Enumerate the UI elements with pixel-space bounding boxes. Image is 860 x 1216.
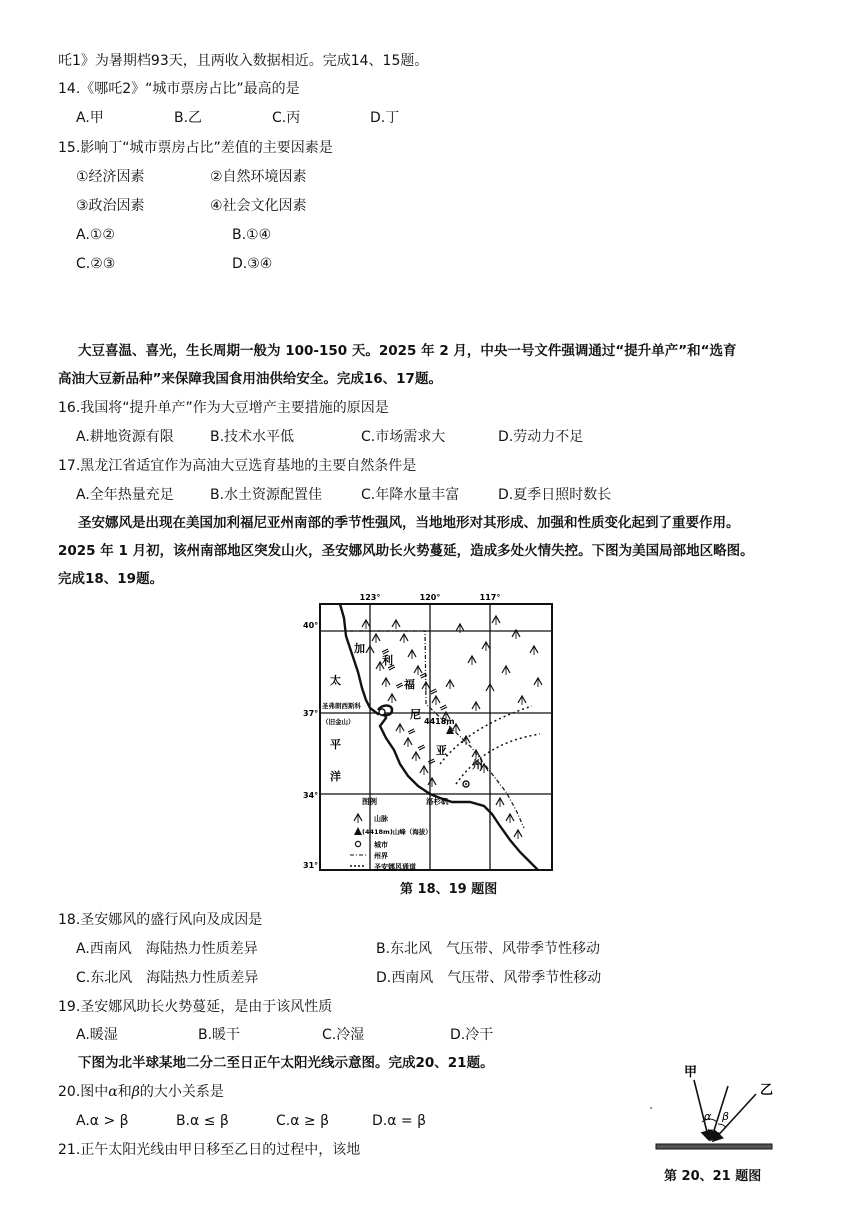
intro-tail: 吒1》为暑期档93天，且两收入数据相近。完成14、15题。 xyxy=(58,53,429,69)
q17-option-a: A.全年热量充足 xyxy=(76,487,174,503)
q15-item-1: ①经济因素 xyxy=(76,169,145,185)
state-char-zhou: 州 xyxy=(472,758,483,771)
q20-option-b: B.α ≤ β xyxy=(176,1113,229,1129)
sf-alias: （旧金山） xyxy=(322,718,355,726)
sun-ray-diagram xyxy=(640,1056,790,1156)
q16-option-d: D.劳动力不足 xyxy=(498,429,584,445)
lat-label-37: 37° xyxy=(303,709,319,718)
legend-santa-ana-corridor: 圣安娜风通道 xyxy=(374,863,416,871)
q20-stem-pre: 20.图中 xyxy=(58,1084,109,1100)
q16-option-a: A.耕地资源有限 xyxy=(76,429,174,445)
q19-option-d: D.冷干 xyxy=(450,1027,494,1043)
state-char-fu: 福 xyxy=(404,678,415,691)
q20-option-c: C.α ≥ β xyxy=(276,1113,330,1129)
legend-title: 图例 xyxy=(362,797,377,806)
q17-option-b: B.水土资源配置佳 xyxy=(210,487,323,503)
q20-stem xyxy=(58,1082,224,1102)
q20-option-a: A.α > β xyxy=(76,1113,129,1129)
q18-option-b: B.东北风 气压带、风带季节性移动 xyxy=(376,941,601,957)
state-char-li: 利 xyxy=(382,654,393,667)
legend-peak: (4418m)山峰（海拔） xyxy=(362,828,432,836)
lat-label-40: 40° xyxy=(303,621,319,630)
legend-city: 城市 xyxy=(374,841,388,849)
q15-option-c: C.②③ xyxy=(76,256,116,272)
q20-option-d: D.α = β xyxy=(372,1113,427,1129)
california-map xyxy=(300,588,560,872)
q15-option-d: D.③④ xyxy=(232,256,273,272)
santa-ana-passage-line-1: 圣安娜风是出现在美国加利福尼亚州南部的季节性强风，当地地形对其形成、加强和性质变化起到了重要作用。 xyxy=(78,515,740,531)
q17-option-d: D.夏季日照时数长 xyxy=(498,487,612,503)
q16-option-c: C.市场需求大 xyxy=(361,429,446,445)
sea-char-ping: 平 xyxy=(330,738,341,751)
la-label: 洛杉矶 xyxy=(426,797,449,806)
q14-stem: 14.《哪吒2》“城市票房占比”最高的是 xyxy=(58,81,300,97)
q14-option-c: C.丙 xyxy=(272,110,301,126)
q19-option-b: B.暖干 xyxy=(198,1027,241,1043)
q18-option-d: D.西南风 气压带、风带季节性移动 xyxy=(376,970,602,986)
q20-alpha: α xyxy=(108,1084,118,1100)
q19-option-a: A.暖湿 xyxy=(76,1027,118,1043)
legend-mountain: 山脉 xyxy=(374,815,388,823)
q18-stem: 18.圣安娜风的盛行风向及成因是 xyxy=(58,912,263,928)
q17-stem: 17.黑龙江省适宜作为高油大豆选育基地的主要自然条件是 xyxy=(58,458,417,474)
lat-label-31: 31° xyxy=(303,861,319,870)
q20-stem-mid: 和 xyxy=(117,1084,132,1100)
sea-char-tai: 太 xyxy=(330,674,341,687)
soy-passage-line-1: 大豆喜温、喜光，生长周期一般为 100-150 天。2025 年 2 月，中央一号文件强调通过“提升单产”和“选育 xyxy=(78,343,737,359)
q18-option-c: C.东北风 海陆热力性质差异 xyxy=(76,970,259,986)
q20-beta: β xyxy=(131,1084,140,1100)
q15-item-4: ④社会文化因素 xyxy=(210,198,307,214)
peak-label: 4418m xyxy=(424,717,455,726)
q17-option-c: C.年降水量丰富 xyxy=(361,487,460,503)
q19-stem: 19.圣安娜风助长火势蔓延，是由于该风性质 xyxy=(58,999,333,1015)
angle-alpha-label: α xyxy=(704,1110,712,1123)
legend-state-boundary: 州界 xyxy=(374,852,388,860)
soy-passage-line-2: 高油大豆新品种”来保障我国食用油供给安全。完成16、17题。 xyxy=(58,371,442,387)
sf-city-marker xyxy=(379,709,385,715)
q21-stem: 21.正午太阳光线由甲日移至乙日的过程中，该地 xyxy=(58,1142,361,1158)
map-legend xyxy=(350,796,432,871)
q15-option-a: A.①② xyxy=(76,227,115,243)
lon-label-120: 120° xyxy=(419,593,441,602)
ground-surface xyxy=(656,1144,772,1149)
eastern-ranges xyxy=(446,616,542,711)
q16-option-b: B.技术水平低 xyxy=(210,429,295,445)
q19-option-c: C.冷湿 xyxy=(322,1027,365,1043)
sun-ray-yi-label: 乙 xyxy=(760,1083,774,1098)
santa-ana-passage-line-2: 2025 年 1 月初，该州南部地区突发山火，圣安娜风助长火势蔓延，造成多处火情失控。下图为美国局部地区略图。 xyxy=(58,543,754,559)
sf-name: 圣弗朗西斯科 xyxy=(322,702,361,710)
lat-label-34: 34° xyxy=(303,791,319,800)
q15-stem: 15.影响丁“城市票房占比”差值的主要因素是 xyxy=(58,140,333,156)
q18-option-a: A.西南风 海陆热力性质差异 xyxy=(76,941,258,957)
sun-ray-jia-label: 甲 xyxy=(684,1065,698,1080)
sun-fig-caption: 第 20、21 题图 xyxy=(664,1169,762,1184)
state-char-ni: 尼 xyxy=(410,708,421,721)
santa-ana-corridor xyxy=(440,706,532,764)
q15-item-3: ③政治因素 xyxy=(76,198,145,214)
santa-ana-passage-line-3: 完成18、19题。 xyxy=(58,571,164,587)
state-char-jia: 加 xyxy=(354,642,365,655)
lon-label-117: 117° xyxy=(479,593,501,602)
q20-stem-post: 的大小关系是 xyxy=(139,1084,224,1100)
state-char-ya: 亚 xyxy=(436,744,447,757)
sea-char-yang: 洋 xyxy=(330,770,341,783)
angle-beta-label: β xyxy=(722,1110,730,1123)
map-caption: 第 18、19 题图 xyxy=(400,882,498,897)
sun-intro: 下图为北半球某地二分二至日正午太阳光线示意图。完成20、21题。 xyxy=(78,1055,494,1071)
q16-stem: 16.我国将“提升单产”作为大豆增产主要措施的原因是 xyxy=(58,400,389,416)
ray-yi xyxy=(713,1094,756,1141)
q14-option-b: B.乙 xyxy=(174,110,203,126)
q15-item-2: ②自然环境因素 xyxy=(210,169,307,185)
q14-option-d: D.丁 xyxy=(370,110,400,126)
q14-option-a: A.甲 xyxy=(76,110,104,126)
q15-option-b: B.①④ xyxy=(232,227,272,243)
lon-label-123: 123° xyxy=(359,593,381,602)
